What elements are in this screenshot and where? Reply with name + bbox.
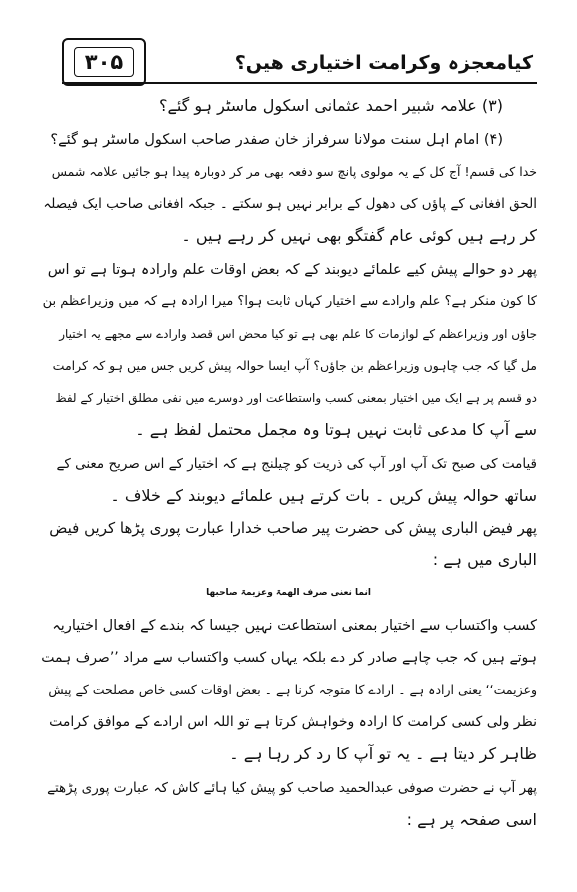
text-line: قیامت کی صبح تک آپ اور آپ کی ذریت کو چیلنج ہے کہ اختیار کے اس صریح معنی کے [56, 456, 537, 472]
text-line: پھر آپ نے حضرت صوفی عبدالحمید صاحب کو پیش کیا ہائے کاش کہ عبارت پوری پڑھتے [47, 780, 537, 796]
page-number: ۳۰۵ [74, 47, 134, 77]
text-line: الباری میں ہے : [432, 550, 537, 569]
text-line: وعزیمت‘‘ یعنی ارادہ ہے ۔ ارادے کا متوجہ کرنا ہے ۔ بعض اوقات کسی خاص مصلحت کے پیش [48, 682, 537, 697]
text-line: ساتھ حوالہ پیش کریں ۔ بات کرتے ہیں علمائے دیوبند کے خلاف ۔ [110, 486, 537, 505]
text-line: مل گیا کہ جب چاہوں وزیراعظم بن جاؤں؟ آپ ایسا حوالہ پیش کریں جس میں ہو کہ کرامت [52, 358, 537, 373]
text-line: اسی صفحہ پر ہے : [406, 810, 537, 829]
header-rule [62, 82, 537, 84]
text-line: (۳) علامہ شبیر احمد عثمانی اسکول ماسٹر ہو گئے؟ [158, 96, 503, 115]
text-line: ظاہر کر دیتا ہے ۔ یہ تو آپ کا رد کر رہا ہے ۔ [229, 744, 537, 763]
text-line: دو قسم پر ہے ایک میں اختیار بمعنی کسب واستطاعت اور دوسرے میں نفی مطلق اختیار کے لفظ [55, 391, 537, 405]
page-number-box [62, 38, 146, 86]
text-line: جاؤں اور وزیراعظم کے لوازمات کا علم بھی ہے تو کیا محض اس قصد وارادے سے مجھے یہ اختیار [59, 327, 537, 341]
text-line: نظر ولی کسی کرامت کا ارادہ وخواہش کرتا ہے تو اللہ اس ارادے کے موافق کرامت [49, 714, 537, 730]
arabic-quote: انما نعنی صرف الھمۃ وعزیمۃ صاحبھا [206, 588, 371, 598]
text-line: سے آپ کا مدعی ثابت نہیں ہوتا وہ مجمل محتمل لفظ ہے ۔ [135, 420, 537, 439]
text-line: کر رہے ہیں کوئی عام گفتگو بھی نہیں کر رہے ہیں ۔ [181, 226, 537, 245]
text-line: پھر دو حوالے پیش کیے علمائے دیوبند کے کہ بعض اوقات علم وارادہ ہوتا ہے تو اس [47, 262, 537, 278]
text-line: کسب واکتساب سے اختیار بمعنی استطاعت نہیں جیسا کہ بندے کے افعال اختیاریہ [52, 618, 537, 634]
text-line: کا کون منکر ہے؟ علم وارادے سے اختیار کہاں ثابت ہوا؟ میرا ارادہ ہے کہ میں وزیراعظم بن [42, 294, 537, 309]
running-title: کیامعجزہ وکرامت اختیاری ھیں؟ [234, 52, 533, 74]
text-line: ہوتے ہیں کہ جب چاہے صادر کر دے بلکہ یہاں کسب واکتساب سے مراد ’’صرف ہمت [41, 650, 537, 666]
text-line: پھر فیض الباری پیش کی حضرت پیر صاحب خدارا عبارت پوری پڑھا کریں فیض [49, 519, 537, 537]
text-line: الحق افغانی کے پاؤں کی دھول کے برابر نہیں ہو سکتے ۔ جبکہ افغانی صاحب ایک فیصلہ [43, 196, 537, 212]
text-line: (۴) امام اہل سنت مولانا سرفراز خان صفدر صاحب اسکول ماسٹر ہو گئے؟ [50, 132, 503, 148]
text-line: خدا کی قسم! آج کل کے یہ مولوی پانچ سو دفعہ بھی مر کر دوبارہ پیدا ہو جائیں علامہ شمس [51, 164, 537, 179]
page-header [62, 38, 537, 84]
